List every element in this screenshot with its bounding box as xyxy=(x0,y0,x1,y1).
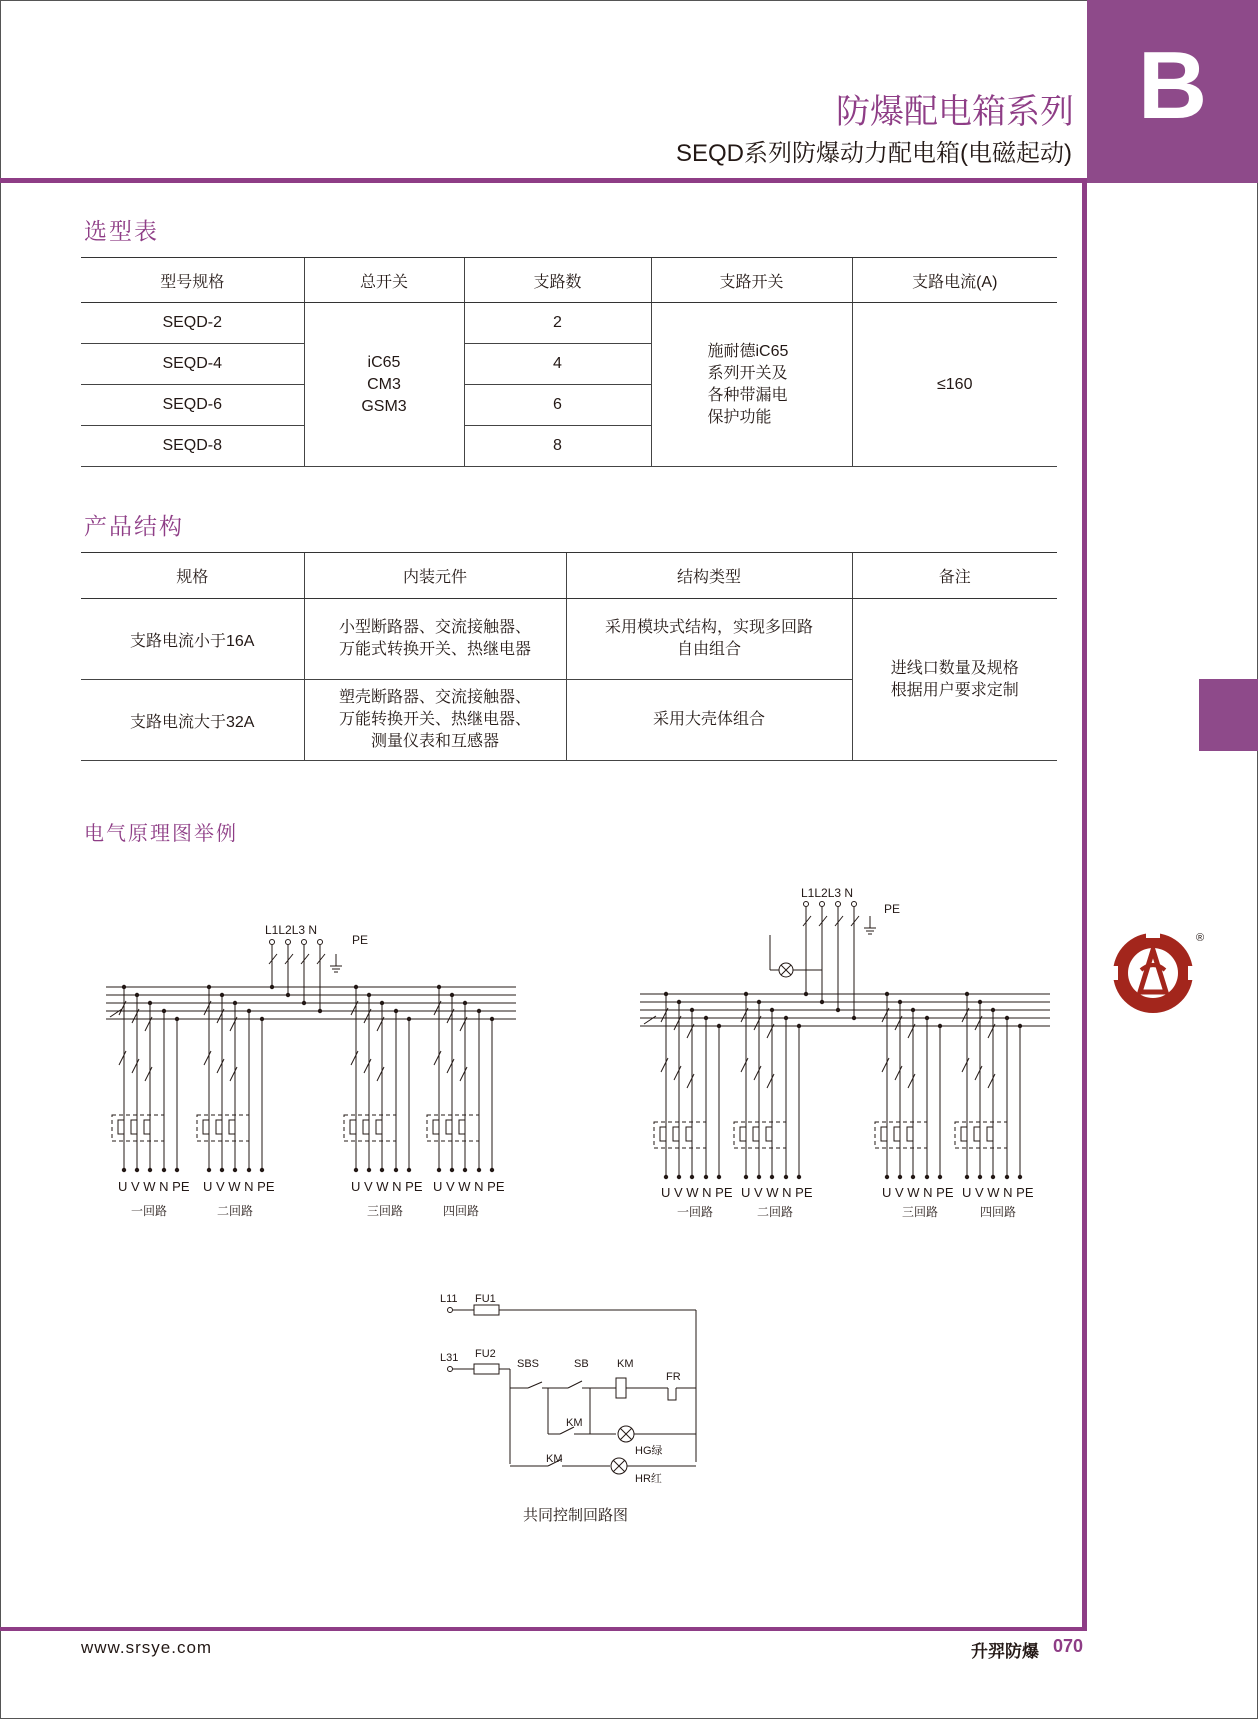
junction-dot xyxy=(677,1175,681,1179)
terminal-ring xyxy=(804,902,809,907)
components-cell: 小型断路器、交流接触器、 万能式转换开关、热继电器 xyxy=(304,599,566,680)
junction-dot xyxy=(991,1175,995,1179)
feeder-switch xyxy=(851,916,859,926)
junction-dot xyxy=(797,1175,801,1179)
thermal-element-icon xyxy=(229,1120,235,1134)
junction-dot xyxy=(148,1168,152,1172)
terminal-labels: U V W N PE xyxy=(741,1185,813,1200)
junction-dot xyxy=(836,1008,840,1012)
thermal-element-icon xyxy=(753,1127,759,1141)
thermal-element-icon xyxy=(459,1120,465,1134)
feeder-switch xyxy=(317,954,325,964)
structure-heading: 产品结构 xyxy=(84,513,184,539)
terminal-ring xyxy=(286,940,291,945)
structure-cell: 采用大壳体组合 xyxy=(566,680,852,761)
terminal-labels: U V W N PE xyxy=(203,1179,275,1194)
junction-dot xyxy=(122,1168,126,1172)
thermal-relay-icon xyxy=(875,1122,927,1148)
contactor-icon xyxy=(217,1059,224,1073)
thermal-element-icon xyxy=(766,1127,772,1141)
schematic-heading: 电气原理图举例 xyxy=(84,823,238,845)
feeder-switch xyxy=(285,954,293,964)
junction-dot xyxy=(394,1168,398,1172)
junction-dot xyxy=(898,1175,902,1179)
thermal-element-icon xyxy=(660,1127,666,1141)
column-header: 型号规格 xyxy=(81,258,304,303)
circuit-label: 三回路 xyxy=(367,1204,404,1218)
feeder-switch xyxy=(301,954,309,964)
contactor-icon xyxy=(434,1051,441,1065)
spec-cell: 支路电流小于16A xyxy=(81,599,304,680)
selection-heading: 选型表 xyxy=(84,218,159,244)
fuse-icon xyxy=(474,1364,499,1374)
spec-cell: 支路电流大于32A xyxy=(81,680,304,761)
junction-dot xyxy=(784,1175,788,1179)
series-title: 防爆配电箱系列 xyxy=(836,93,1074,131)
junction-dot xyxy=(302,1001,306,1005)
pe-label: PE xyxy=(884,902,901,916)
branch-current-cell: ≤160 xyxy=(852,303,1057,467)
model-cell: SEQD-6 xyxy=(81,385,304,426)
thermal-element-icon xyxy=(974,1127,980,1141)
junction-dot xyxy=(717,1175,721,1179)
contactor-icon xyxy=(754,1066,761,1080)
column-header: 支路电流(A) xyxy=(852,258,1057,303)
column-header: 支路开关 xyxy=(651,258,852,303)
feeder-switch xyxy=(269,954,277,964)
registered-mark-icon: ® xyxy=(1196,932,1205,944)
circuit-label: 二回路 xyxy=(217,1204,254,1218)
contactor-icon xyxy=(687,1074,694,1088)
branch-count-cell: 6 xyxy=(464,385,651,426)
junction-dot xyxy=(744,1175,748,1179)
pe-label: PE xyxy=(352,933,369,947)
structure-cell: 采用模块式结构，实现多回路 自由组合 xyxy=(566,599,852,680)
control-caption: 共同控制回路图 xyxy=(523,1507,629,1524)
junction-dot xyxy=(770,1175,774,1179)
contactor-icon xyxy=(674,1066,681,1080)
junction-dot xyxy=(260,1168,264,1172)
terminal-labels: U V W N PE xyxy=(882,1185,954,1200)
terminal-ring xyxy=(302,940,307,945)
junction-dot xyxy=(477,1168,481,1172)
contactor-icon xyxy=(882,1058,889,1072)
terminal-labels: U V W N PE xyxy=(118,1179,190,1194)
control-label: FR xyxy=(666,1371,681,1383)
control-label: SB xyxy=(574,1358,589,1370)
junction-dot xyxy=(911,1175,915,1179)
schematic-left xyxy=(106,940,516,1173)
section-letter: B xyxy=(1137,32,1208,139)
input-labels: L1L2L3 N xyxy=(265,923,318,937)
terminal-ring xyxy=(448,1308,453,1313)
branch-count-cell: 8 xyxy=(464,426,651,467)
thermal-element-icon xyxy=(740,1127,746,1141)
thermal-element-icon xyxy=(446,1120,452,1134)
circuit-label: 四回路 xyxy=(980,1205,1017,1219)
terminal-ring xyxy=(820,902,825,907)
junction-dot xyxy=(885,1175,889,1179)
junction-dot xyxy=(135,1168,139,1172)
junction-dot xyxy=(757,1175,761,1179)
contactor-icon xyxy=(145,1067,152,1081)
thermal-element-icon xyxy=(907,1127,913,1141)
circuit-label: 四回路 xyxy=(443,1204,480,1218)
junction-dot xyxy=(175,1168,179,1172)
components-cell: 塑壳断路器、交流接触器、 万能转换开关、热继电器、 测量仪表和互感器 xyxy=(304,680,566,761)
column-header: 总开关 xyxy=(304,258,464,303)
control-label: HR红 xyxy=(635,1473,662,1485)
circuit-label: 一回路 xyxy=(677,1205,714,1219)
terminal-labels: U V W N PE xyxy=(962,1185,1034,1200)
junction-dot xyxy=(247,1168,251,1172)
thermal-element-icon xyxy=(350,1120,356,1134)
control-label: KM xyxy=(566,1417,583,1429)
control-label: KM xyxy=(617,1358,634,1370)
schematic-right xyxy=(640,902,1050,1180)
feeder-switch xyxy=(835,916,843,926)
contactor-icon xyxy=(447,1059,454,1073)
page-number: 070 xyxy=(1053,1636,1084,1656)
contactor-icon xyxy=(364,1059,371,1073)
thermal-element-icon xyxy=(216,1120,222,1134)
thermal-relay-icon xyxy=(344,1115,396,1141)
junction-dot xyxy=(286,993,290,997)
terminal-labels: U V W N PE xyxy=(433,1179,505,1194)
input-switch xyxy=(644,1016,656,1024)
terminal-labels: U V W N PE xyxy=(351,1179,423,1194)
contactor-icon xyxy=(962,1058,969,1072)
junction-dot xyxy=(367,1168,371,1172)
thermal-relay-icon xyxy=(668,1388,676,1400)
branch-count-cell: 4 xyxy=(464,344,651,385)
column-header: 规格 xyxy=(81,553,304,599)
thermal-element-icon xyxy=(144,1120,150,1134)
feeder-switch xyxy=(803,916,811,926)
junction-dot xyxy=(978,1175,982,1179)
thermal-relay-icon xyxy=(112,1115,164,1141)
contactor-icon xyxy=(460,1067,467,1081)
thermal-element-icon xyxy=(376,1120,382,1134)
thermal-element-icon xyxy=(881,1127,887,1141)
thermal-element-icon xyxy=(673,1127,679,1141)
start-button-icon xyxy=(568,1381,582,1388)
contactor-icon xyxy=(661,1058,668,1072)
thermal-element-icon xyxy=(118,1120,124,1134)
junction-dot xyxy=(354,1168,358,1172)
junction-dot xyxy=(1005,1175,1009,1179)
thermal-relay-icon xyxy=(197,1115,249,1141)
thermal-relay-icon xyxy=(427,1115,479,1141)
contactor-icon xyxy=(377,1067,384,1081)
contactor-icon xyxy=(351,1051,358,1065)
terminal-ring xyxy=(318,940,323,945)
terminal-ring xyxy=(852,902,857,907)
contactor-icon xyxy=(741,1058,748,1072)
junction-dot xyxy=(490,1168,494,1172)
model-cell: SEQD-8 xyxy=(81,426,304,467)
circuit-label: 三回路 xyxy=(902,1205,939,1219)
terminal-ring xyxy=(448,1367,453,1372)
thermal-relay-icon xyxy=(955,1122,1007,1148)
branch-count-cell: 2 xyxy=(464,303,651,344)
control-label: HG绿 xyxy=(635,1445,663,1457)
footer-brand: 升羿防爆 xyxy=(971,1642,1039,1661)
junction-dot xyxy=(380,1168,384,1172)
control-label: FU2 xyxy=(475,1348,496,1360)
junction-dot xyxy=(804,992,808,996)
circuit-label: 二回路 xyxy=(757,1205,794,1219)
contactor-icon xyxy=(767,1074,774,1088)
junction-dot xyxy=(925,1175,929,1179)
feeder-switch xyxy=(819,916,827,926)
footer-url[interactable]: www.srsye.com xyxy=(81,1638,213,1657)
control-label: KM xyxy=(546,1453,563,1465)
terminal-labels: U V W N PE xyxy=(661,1185,733,1200)
junction-dot xyxy=(437,1168,441,1172)
control-label: L31 xyxy=(440,1352,459,1364)
model-cell: SEQD-2 xyxy=(81,303,304,344)
model-cell: SEQD-4 xyxy=(81,344,304,385)
junction-dot xyxy=(318,1009,322,1013)
thermal-element-icon xyxy=(686,1127,692,1141)
junction-dot xyxy=(220,1168,224,1172)
column-header: 内装元件 xyxy=(304,553,566,599)
column-header: 备注 xyxy=(852,553,1057,599)
contactor-icon xyxy=(119,1051,126,1065)
contactor-icon xyxy=(230,1067,237,1081)
junction-dot xyxy=(690,1175,694,1179)
junction-dot xyxy=(463,1168,467,1172)
coil-icon xyxy=(616,1378,626,1398)
branch-switch-cell: 施耐德iC65 系列开关及 各种带漏电 保护功能 xyxy=(651,303,852,467)
column-header: 支路数 xyxy=(464,258,651,303)
junction-dot xyxy=(162,1168,166,1172)
junction-dot xyxy=(852,1016,856,1020)
contactor-icon xyxy=(988,1074,995,1088)
thermal-element-icon xyxy=(433,1120,439,1134)
control-label: FU1 xyxy=(475,1293,496,1305)
contactor-icon xyxy=(132,1059,139,1073)
junction-dot xyxy=(938,1175,942,1179)
thermal-element-icon xyxy=(203,1120,209,1134)
note-cell: 进线口数量及规格 根据用户要求定制 xyxy=(852,599,1057,761)
thermal-relay-icon xyxy=(734,1122,786,1148)
thermal-element-icon xyxy=(131,1120,137,1134)
junction-dot xyxy=(664,1175,668,1179)
main-switch-cell: iC65 CM3 GSM3 xyxy=(304,303,464,467)
junction-dot xyxy=(207,1168,211,1172)
junction-dot xyxy=(233,1168,237,1172)
contactor-icon xyxy=(204,1051,211,1065)
contactor-icon xyxy=(908,1074,915,1088)
junction-dot xyxy=(270,985,274,989)
brand-logo xyxy=(1110,930,1196,1016)
junction-dot xyxy=(820,1000,824,1004)
terminal-ring xyxy=(836,902,841,907)
contactor-icon xyxy=(895,1066,902,1080)
junction-dot xyxy=(965,1175,969,1179)
contactor-icon xyxy=(975,1066,982,1080)
junction-dot xyxy=(1018,1175,1022,1179)
thermal-element-icon xyxy=(987,1127,993,1141)
junction-dot xyxy=(407,1168,411,1172)
product-title: SEQD系列防爆动力配电箱(电磁起动) xyxy=(676,140,1072,167)
thermal-element-icon xyxy=(894,1127,900,1141)
terminal-ring xyxy=(270,940,275,945)
junction-dot xyxy=(450,1168,454,1172)
fuse-icon xyxy=(474,1305,499,1315)
control-label: SBS xyxy=(517,1358,540,1370)
stop-button-icon xyxy=(528,1382,542,1388)
column-header: 结构类型 xyxy=(566,553,852,599)
thermal-element-icon xyxy=(961,1127,967,1141)
control-label: L11 xyxy=(440,1293,458,1305)
input-labels: L1L2L3 N xyxy=(801,886,854,900)
junction-dot xyxy=(704,1175,708,1179)
thermal-element-icon xyxy=(363,1120,369,1134)
circuit-label: 一回路 xyxy=(131,1204,168,1218)
thermal-relay-icon xyxy=(654,1122,706,1148)
